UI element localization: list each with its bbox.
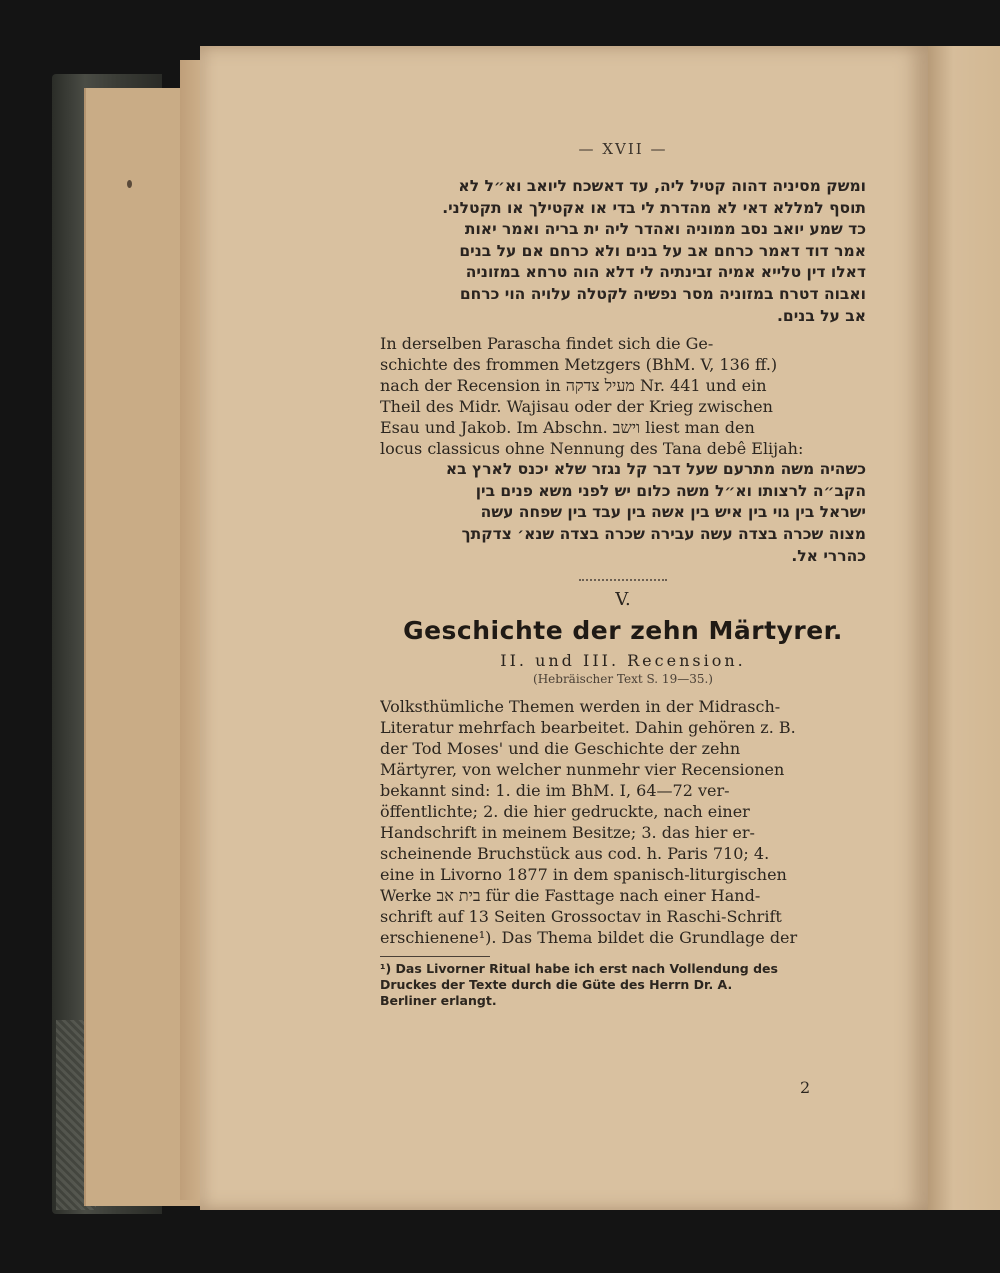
hebrew-line: הקב״ה לרצותו וא״ל משה כלום יש לפני משא פנים בין [475,481,866,500]
hebrew-line: דאלו דין טלייא אמיה זבינתיה לי דלא הוה טרחא במזוניה [465,263,866,282]
footnote [380,961,866,1009]
ink-spot [127,180,132,188]
hebrew-line: מצוה שכרה בצדה עשה עבירה שכרה בצדה שנא׳ צדקתך [461,524,866,543]
text-line: Handschrift in meinem Besitze; 3. das hier er- [380,823,755,843]
section-numeral: V. [615,589,631,611]
hebrew-line: כהררי אל. [791,546,866,565]
text-line: scheinende Bruchstück aus cod. h. Paris 710; 4. [380,844,770,864]
text-line: locus classicus ohne Nennung des Tana debê Elijah: [380,439,804,459]
footnote-line: Berliner erlangt. [380,993,497,1009]
text-line: Volksthümliche Themen werden in der Midrasch- [380,697,781,717]
hebrew-line: תוסף למללא דאי לא מהדרת לי בדי או אקטילך או תקטלני. [442,198,866,217]
hebrew-line: ישראל בין גוי בין איש בין אשה בין עבד בין שפחה עשה [480,503,866,522]
text-line: eine in Livorno 1877 in dem spanisch-liturgischen [380,865,787,885]
text-line: Theil des Midr. Wajisau oder der Krieg zwischen [380,397,773,417]
hebrew-block-2 [380,459,866,567]
page-number: 2 [800,1078,811,1097]
text-line: Literatur mehrfach bearbeitet. Dahin gehören z. B. [380,718,796,738]
text-line: der Tod Moses' und die Geschichte der zehn [380,739,741,759]
hebrew-line: אמר דוד דאמר כרחם אב על בנים ולא כרחם אם על בנים [459,241,866,260]
text-line: schrift auf 13 Seiten Grossoctav in Raschi-Schrift [380,907,782,927]
running-head: — XVII — [578,140,668,158]
page-content [380,140,866,1009]
text-line: bekannt sind: 1. die im BhM. I, 64—72 ver- [380,781,730,801]
footnote-line: Druckes der Texte durch die Güte des Herrn Dr. A. [380,977,733,993]
text-line: In derselben Parascha findet sich die Ge- [380,334,714,354]
hebrew-line: כשהיה משה מתרעם שעל דבר קל נגזר שלא יכנס לארץ בא [445,460,866,479]
text-line: Esau und Jakob. Im Abschn. וישב liest man den [380,418,755,438]
german-paragraph-2 [380,696,866,948]
recension-line: II. und III. Recension. [500,651,746,671]
hebrew-line: ואבוה דטרח במזוניה מסר נפשיה לקטלה עלויה הוי כרחם [459,284,866,303]
text-line: öffentlichte; 2. die hier gedruckte, nach einer [380,802,750,822]
text-line: nach der Recension in מעיל צדקה Nr. 441 und ein [380,376,767,396]
text-line: erschienene¹). Das Thema bildet die Grundlage der [380,928,798,948]
text-reference: (Hebräischer Text S. 19—35.) [533,672,713,687]
section-title: Geschichte der zehn Märtyrer. [403,616,843,646]
german-paragraph-1 [380,333,866,459]
footnote-rule [380,956,490,957]
text-line: Märtyrer, von welcher nunmehr vier Recensionen [380,760,785,780]
text-line: schichte des frommen Metzgers (BhM. V, 136 ff.) [380,355,778,375]
hebrew-line: ומשק מסיניה דהוה קטיל ליה, עד דאשכח ליואב וא״ל לא [458,177,866,195]
ornamental-divider [579,573,667,581]
hebrew-line: כד שמע יואב נסב ממוניה ואהדר ליה ית בריה ואמר יאות [464,220,866,239]
next-page-edge [928,46,1000,1210]
hebrew-line: אב על בנים. [777,306,866,325]
footnote-line: ¹) Das Livorner Ritual habe ich erst nach Vollendung des [380,961,778,977]
text-line: Werke בית אב für die Fasttage nach einer Hand- [380,886,761,906]
hebrew-block-1 [380,176,866,327]
